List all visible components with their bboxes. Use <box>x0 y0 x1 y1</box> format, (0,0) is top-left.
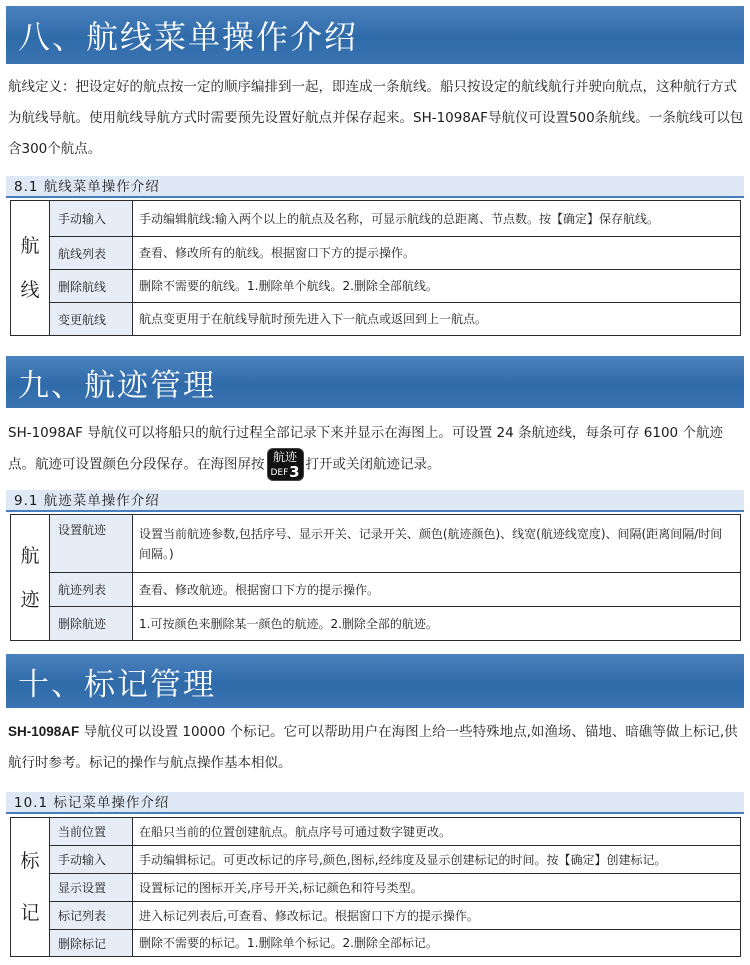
category-cell <box>11 818 50 957</box>
track-key-icon <box>268 449 303 480</box>
category-char: 航 <box>20 235 40 257</box>
section9-title-text: 九、航迹管理 <box>18 367 216 404</box>
section10-subheading: 10.1 标记菜单操作介绍 <box>6 792 744 814</box>
table-row <box>11 818 741 846</box>
menu-item-name: 删除航线 <box>50 270 133 303</box>
route-menu-table <box>10 200 741 336</box>
menu-item-desc: 进入标记列表后,可查看、修改标记。根据窗口下方的提示操作。 <box>133 902 741 930</box>
menu-item-name: 删除航迹 <box>50 607 133 641</box>
menu-item-desc: 删除不需要的航线。1.删除单个航线。2.删除全部航线。 <box>133 270 741 303</box>
menu-item-name: 标记列表 <box>50 902 133 930</box>
table-row <box>11 930 741 957</box>
menu-item-name: 当前位置 <box>50 818 133 846</box>
menu-item-name: 设置航迹 <box>50 515 133 573</box>
section9-intro-text: SH-1098AF 导航仪可以将船只的航行过程全部记录下来并显示在海图上。可设置 24 条航迹线，每条可存 6100 个航迹点。航迹可设置颜色分段保存。在海图屏按 <box>8 425 723 473</box>
section8-title-text: 八、航线菜单操作介绍 <box>18 18 359 56</box>
section10-intro-text: 导航仪可以设置 10000 个标记。它可以帮助用户在海图上给一些特殊地点,如渔场、锚地、暗礁等做上标记,供航行时参考。标记的操作与航点操作基本相似。 <box>8 724 738 771</box>
table-row <box>11 515 741 573</box>
category-char: 标 <box>20 850 40 872</box>
category-char: 航 <box>20 544 40 567</box>
track-menu-table <box>10 514 741 641</box>
menu-item-desc: 手动编辑航线:输入两个以上的航点及名称，可显示航线的总距离、节点数。按【确定】保存航线。 <box>133 201 741 237</box>
mark-menu-table <box>10 817 741 957</box>
section10-title-text: 十、标记管理 <box>18 666 216 703</box>
table-row <box>11 237 741 270</box>
section9-subheading: 9.1 航迹菜单操作介绍 <box>6 490 744 512</box>
category-char: 线 <box>20 279 40 301</box>
menu-item-desc: 手动编辑标记。可更改标记的序号,颜色,图标,经纬度及显示创建标记的时间。按【确定】创建标记。 <box>133 846 741 874</box>
section8-subheading: 8.1 航线菜单操作介绍 <box>6 176 744 198</box>
section9-intro <box>8 418 744 481</box>
menu-item-name: 航迹列表 <box>50 573 133 607</box>
menu-item-desc: 设置当前航迹参数,包括序号、显示开关、记录开关、颜色(航迹颜色)、线宽(航迹线宽度)、间隔(距离间隔/时间间隔。) <box>133 515 741 573</box>
menu-item-name: 变更航线 <box>50 303 133 336</box>
key-label: 航迹 <box>272 450 297 464</box>
menu-item-name: 删除标记 <box>50 930 133 957</box>
menu-item-name: 手动输入 <box>50 846 133 874</box>
menu-item-desc: 设置标记的图标开关,序号开关,标记颜色和符号类型。 <box>133 874 741 902</box>
menu-item-desc: 在船只当前的位置创建航点。航点序号可通过数字键更改。 <box>133 818 741 846</box>
model-name: SH-1098AF <box>8 724 80 739</box>
section10-intro <box>8 716 744 779</box>
table-row <box>11 902 741 930</box>
table-row <box>11 201 741 237</box>
table-row <box>11 607 741 641</box>
menu-item-name: 手动输入 <box>50 201 133 237</box>
menu-item-desc: 1.可按颜色来删除某一颜色的航迹。2.删除全部的航迹。 <box>133 607 741 641</box>
section8-title <box>6 6 744 64</box>
menu-item-name: 航线列表 <box>50 237 133 270</box>
section10-title <box>6 654 744 708</box>
menu-item-desc: 航点变更用于在航线导航时预先进入下一航点或返回到上一航点。 <box>133 303 741 336</box>
category-char: 记 <box>20 902 40 924</box>
key-letters: DEF <box>270 468 289 478</box>
table-row <box>11 270 741 303</box>
table-row <box>11 874 741 902</box>
category-char: 迹 <box>20 588 40 611</box>
section8-intro: 航线定义：把设定好的航点按一定的顺序编排到一起，即连成一条航线。船只按设定的航线航行并驶向航点，这种航行方式为航线导航。使用航线导航方式时需要预先设置好航点并保存起来。SH-1098AF导航仪可设置500条航线。一条航线可以包含300个航点。 <box>8 79 744 157</box>
section9-title <box>6 356 744 408</box>
menu-item-name: 显示设置 <box>50 874 133 902</box>
table-row <box>11 573 741 607</box>
table-row <box>11 303 741 336</box>
table-row <box>11 846 741 874</box>
category-cell <box>11 515 50 641</box>
key-number: 3 <box>289 463 300 481</box>
category-cell <box>11 201 50 336</box>
menu-item-desc: 删除不需要的标记。1.删除单个标记。2.删除全部标记。 <box>133 930 741 957</box>
menu-item-desc: 查看、修改航迹。根据窗口下方的提示操作。 <box>133 573 741 607</box>
section9-intro-end: 打开或关闭航迹记录。 <box>305 456 441 473</box>
menu-item-desc: 查看、修改所有的航线。根据窗口下方的提示操作。 <box>133 237 741 270</box>
